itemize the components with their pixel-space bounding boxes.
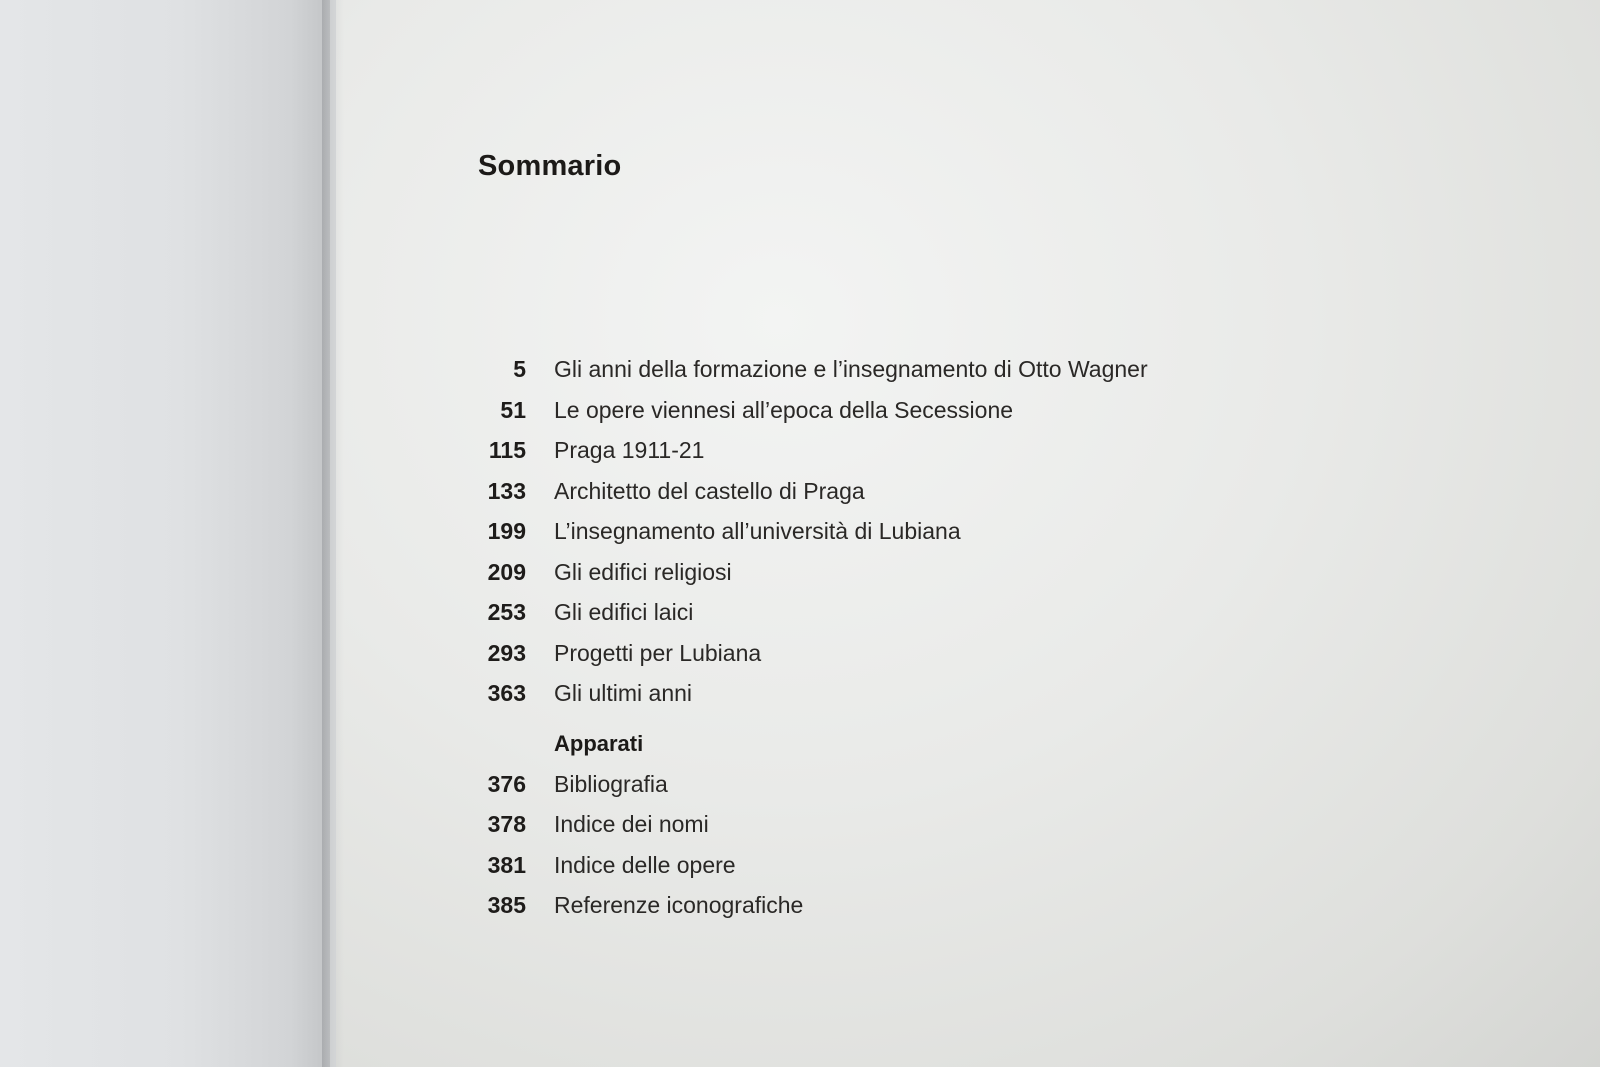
- toc-entry: [460, 680, 1260, 721]
- toc-page-number: 293: [487, 639, 526, 666]
- toc-page-number: 51: [500, 396, 526, 423]
- toc-page-number: 376: [487, 770, 526, 797]
- toc-entry: [460, 771, 1260, 812]
- toc-entry: [460, 437, 1260, 478]
- toc-entry: [460, 811, 1260, 852]
- toc-page-number: 363: [487, 680, 526, 706]
- toc-page-number: 381: [487, 851, 526, 878]
- toc-entry-title: Praga 1911-21: [554, 437, 705, 463]
- appendix-heading: Apparati: [554, 730, 644, 756]
- toc-page-number: 5: [513, 356, 526, 382]
- toc-entry: [460, 559, 1260, 600]
- toc-entry: [460, 852, 1260, 893]
- toc-entry-title: Architetto del castello di Praga: [554, 477, 865, 504]
- toc-entry-title: Indice delle opere: [554, 851, 736, 878]
- toc-page-number: 209: [487, 558, 526, 585]
- toc-page-number: 199: [487, 518, 526, 544]
- toc-entry: [460, 892, 1260, 933]
- toc-entry-title: Referenze iconografiche: [554, 892, 804, 918]
- toc-entry-title: Le opere viennesi all’epoca della Secessione: [554, 396, 1014, 423]
- toc-entry: [460, 356, 1260, 397]
- toc-entry-title: Gli ultimi anni: [554, 680, 693, 706]
- table-of-contents: [460, 356, 1260, 933]
- toc-entry: [460, 397, 1260, 438]
- book-gutter: [322, 0, 344, 1067]
- toc-page-number: 115: [488, 437, 526, 463]
- toc-page-number: 385: [487, 892, 526, 918]
- toc-page-number: 253: [487, 599, 526, 625]
- toc-entry: [460, 478, 1260, 519]
- toc-entry-title: Progetti per Lubiana: [554, 639, 762, 666]
- toc-entry: [460, 640, 1260, 681]
- left-page: [0, 0, 330, 1067]
- toc-entry-title: Gli edifici religiosi: [554, 558, 732, 585]
- toc-entry-title: Bibliografia: [554, 770, 668, 797]
- toc-entry: [460, 599, 1260, 640]
- toc-entry-title: Gli edifici laici: [554, 599, 694, 625]
- toc-entry: [460, 518, 1260, 559]
- toc-entry-title: Indice dei nomi: [554, 811, 709, 837]
- toc-entry-title: L’insegnamento all’università di Lubiana: [554, 518, 961, 544]
- toc-page-number: 378: [487, 811, 526, 837]
- toc-entry-title: Gli anni della formazione e l’insegnamento di Otto Wagner: [554, 356, 1148, 382]
- page-title: Sommario: [478, 150, 622, 182]
- toc-page-number: 133: [487, 477, 526, 504]
